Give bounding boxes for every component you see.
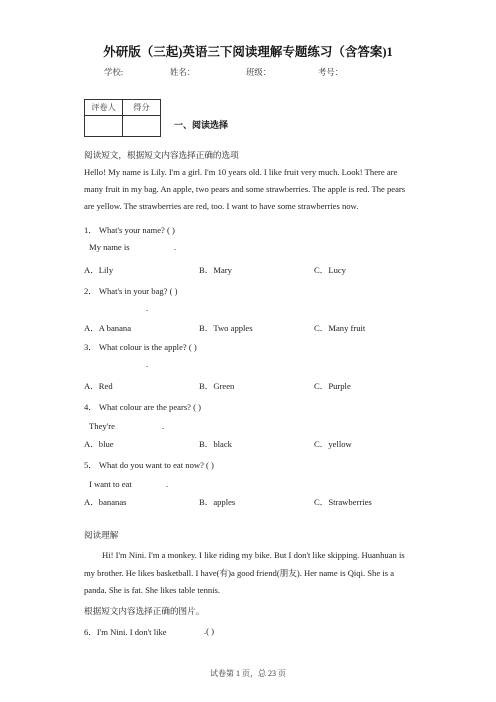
answer-end-4: . — [162, 421, 165, 431]
passage1-line-2: many fruit in my bag. An apple, two pears and some strawberries. The apple is red. The pears — [84, 184, 406, 194]
q2-option-a[interactable]: A．A banana — [84, 323, 132, 333]
q3-option-c[interactable]: C．Purple — [314, 381, 351, 391]
q1-option-b[interactable]: B．Mary — [199, 265, 232, 275]
q4-option-a[interactable]: A．blue — [84, 439, 114, 449]
passage2-line-1: Hi! I'm Nini. I'm a monkey. I like riding my bike. But I don't like skipping. Huanhuan is — [102, 550, 405, 560]
score-cell — [123, 116, 161, 137]
q3-option-a[interactable]: A．Red — [84, 381, 113, 391]
section2-heading: 阅读理解 — [84, 530, 119, 540]
question-6-end: .( ) — [204, 626, 215, 636]
passage1-line-3: are yellow. The strawberries are red, too. I want to have some strawberries now. — [84, 201, 359, 211]
page-footer: 试卷第 1 页，总 23 页 — [210, 669, 286, 678]
score-table — [84, 99, 161, 137]
class-label: 班级： — [246, 68, 272, 77]
grader-header: 评卷人 — [85, 100, 123, 116]
answer-line-1: My name is — [89, 242, 130, 252]
name-label: 姓名： — [170, 68, 196, 77]
passage1-line-1: Hello! My name is Lily. I'm a girl. I'm 10 years old. I like fruit very much. Look! There are — [84, 167, 398, 177]
number-label: 考号： — [318, 68, 344, 77]
q1-option-a[interactable]: A．Lily — [84, 265, 114, 275]
question-3: 3． What colour is the apple? ( ) — [84, 342, 197, 352]
answer-line-5: I want to eat — [89, 479, 132, 489]
q5-option-a[interactable]: A．bananas — [84, 497, 127, 507]
score-header: 得分 — [123, 100, 161, 116]
q3-option-b[interactable]: B．Green — [199, 381, 235, 391]
grader-cell — [85, 116, 123, 137]
q4-option-b[interactable]: B．black — [199, 439, 232, 449]
question-6: 6．I'm Nini. I don't like — [84, 627, 167, 637]
page-title: 外研版（三起)英语三下阅读理解专题练习（含答案)1 — [103, 45, 393, 59]
question-4: 4． What colour are the pears? ( ) — [84, 402, 201, 412]
section-heading-reading-choice: 一、阅读选择 — [174, 120, 229, 130]
answer-end-2: . — [146, 303, 149, 313]
question-1: 1． What's your name? ( ) — [84, 225, 175, 235]
question-2: 2． What's in your bag? ( ) — [84, 286, 178, 296]
passage2-line-2: my brother. He likes basketball. I have(有)a good friend(朋友). Her name is Qiqi. She is a — [84, 568, 395, 578]
answer-end-3: . — [146, 359, 149, 369]
q4-option-c[interactable]: C．yellow — [314, 439, 352, 449]
q5-option-c[interactable]: C．Strawberries — [314, 497, 372, 507]
question-5: 5． What do you want to eat now? ( ) — [84, 460, 214, 470]
q2-option-b[interactable]: B．Two apples — [199, 323, 253, 333]
answer-end-5: . — [166, 479, 169, 489]
section2-instruction: 根据短文内容选择正确的图片。 — [84, 606, 205, 616]
q5-option-b[interactable]: B．apples — [199, 497, 236, 507]
passage2-line-3: panda. She is fat. She likes table tennis. — [84, 585, 221, 595]
school-label: 学校: — [104, 68, 124, 77]
answer-line-4: They're — [89, 421, 115, 431]
q2-option-c[interactable]: C．Many fruit — [314, 323, 366, 333]
q1-option-c[interactable]: C．Lucy — [314, 265, 346, 275]
section1-instruction: 阅读短文，根据短文内容选择正确的选项 — [84, 150, 239, 160]
answer-end-1: . — [174, 242, 177, 252]
